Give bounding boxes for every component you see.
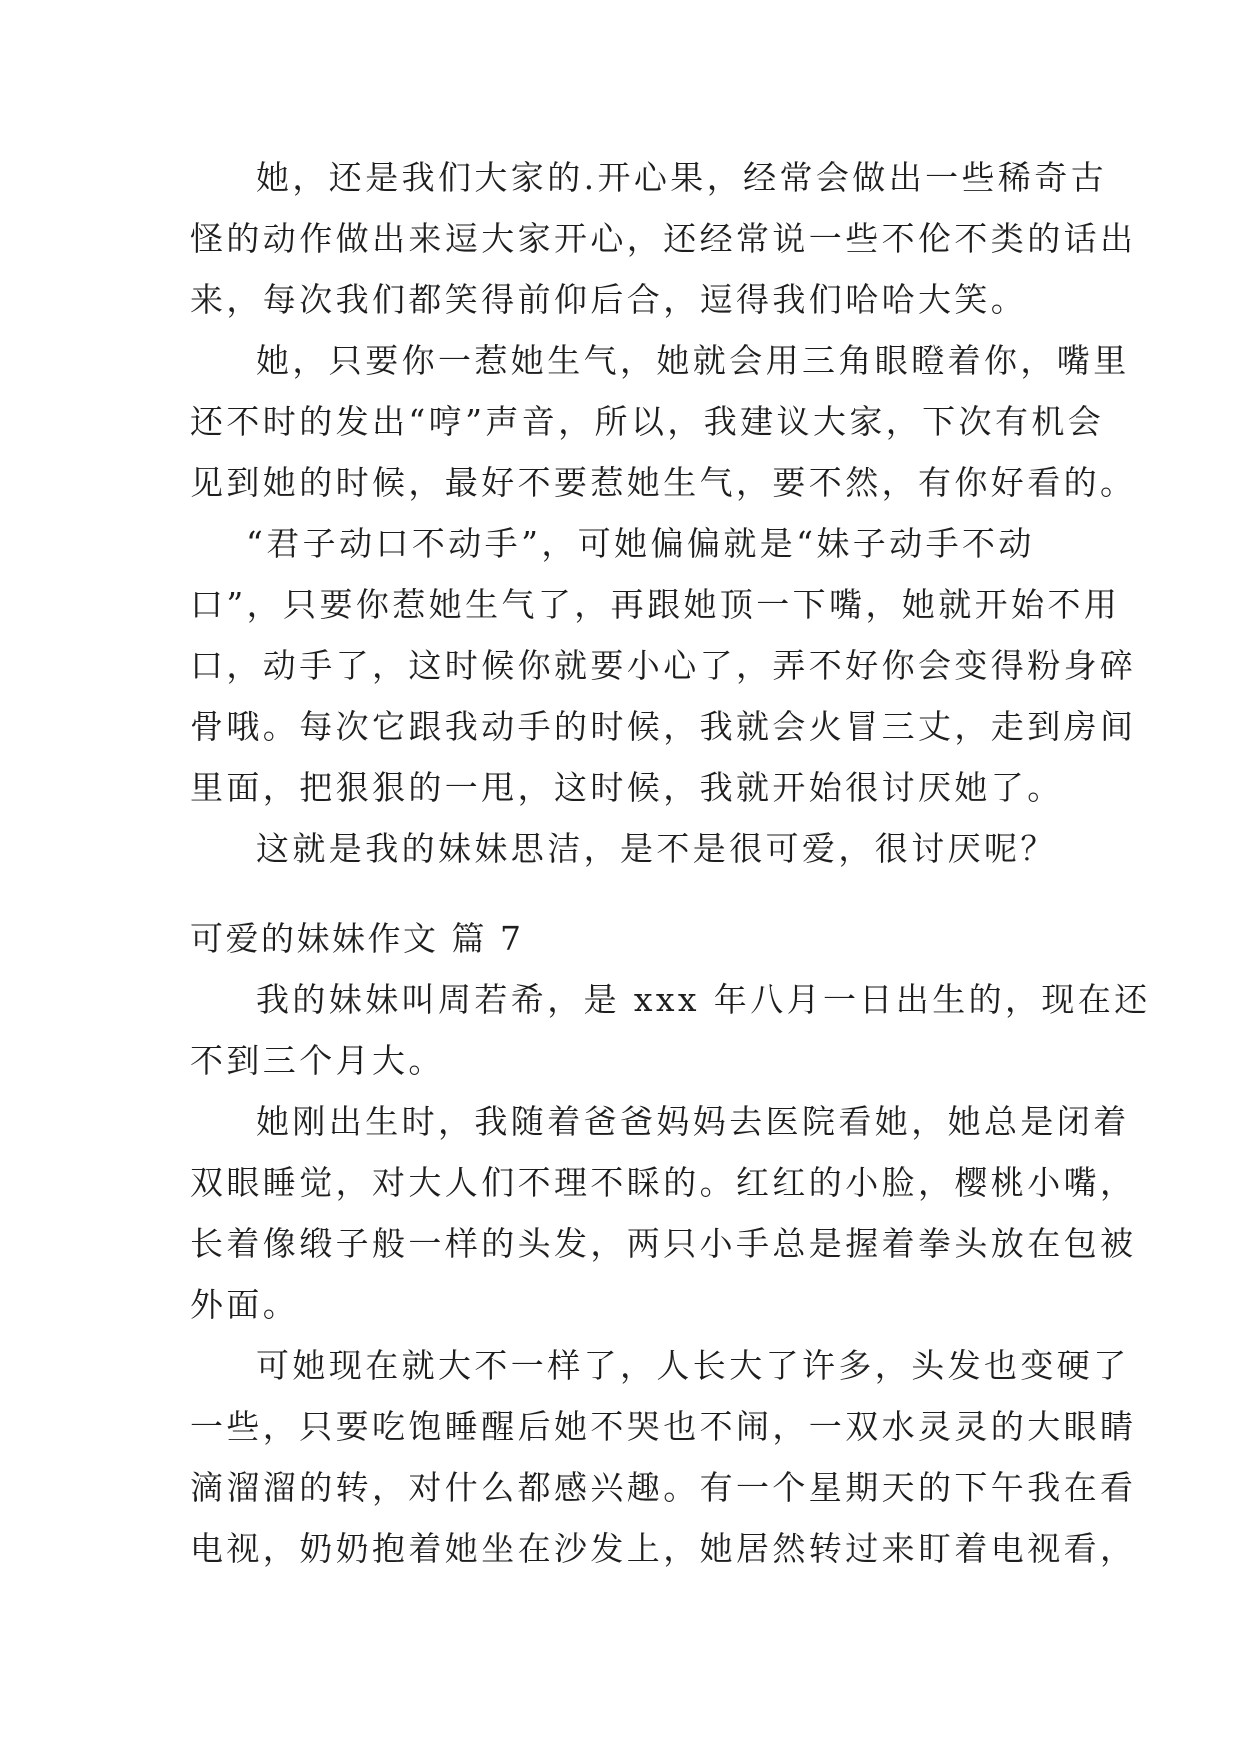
text-line: 口”，只要你惹她生气了，再跟她顶一下嘴，她就开始不用 <box>190 585 1121 624</box>
text-line: 口，动手了，这时候你就要小心了，弄不好你会变得粉身碎 <box>190 646 1137 685</box>
text-line: 怪的动作做出来逗大家开心，还经常说一些不伦不类的话出 <box>190 219 1137 258</box>
text-line: 滴溜溜的转，对什么都感兴趣。有一个星期天的下午我在看 <box>190 1468 1137 1507</box>
text-line: 这就是我的妹妹思洁，是不是很可爱，很讨厌呢？ <box>256 829 1057 868</box>
paragraph-now <box>190 1335 1137 1579</box>
text-line: 她，还是我们大家的.开心果，经常会做出一些稀奇古 <box>256 158 1108 197</box>
text-line: 里面，把狠狠的一甩，这时候，我就开始很讨厌她了。 <box>190 768 1064 807</box>
paragraph-intro <box>190 969 1151 1091</box>
text-line: 来，每次我们都笑得前仰后合，逗得我们哈哈大笑。 <box>190 280 1028 319</box>
text-line: 见到她的时候，最好不要惹她生气，要不然，有你好看的。 <box>190 463 1137 502</box>
paragraph-shengqi <box>190 330 1137 513</box>
text-line: 她，只要你一惹她生气，她就会用三角眼瞪着你，嘴里 <box>256 341 1130 380</box>
paragraph-birth <box>190 1091 1137 1335</box>
text-line: 骨哦。每次它跟我动手的时候，我就会火冒三丈，走到房间 <box>190 707 1137 746</box>
paragraph-kaixinguo <box>190 147 1137 330</box>
section-heading: 可爱的妹妹作文 篇 7 <box>190 919 524 958</box>
text-line: 还不时的发出“哼”声音，所以，我建议大家，下次有机会 <box>190 402 1105 441</box>
text-line: “君子动口不动手”，可她偏偏就是“妹子动手不动 <box>246 524 1035 563</box>
text-line: 她刚出生时，我随着爸爸妈妈去医院看她，她总是闭着 <box>256 1102 1130 1141</box>
text-line: 双眼睡觉，对大人们不理不睬的。红红的小脸，樱桃小嘴， <box>190 1163 1137 1202</box>
paragraph-junzi <box>190 513 1137 818</box>
text-line: 不到三个月大。 <box>190 1041 445 1080</box>
paragraph-conclusion <box>190 818 1057 879</box>
text-line: 可她现在就大不一样了，人长大了许多，头发也变硬了 <box>256 1346 1130 1385</box>
section-1 <box>190 147 1137 879</box>
text-line: 一些，只要吃饱睡醒后她不哭也不闹，一双水灵灵的大眼睛 <box>190 1407 1137 1446</box>
section-2 <box>190 908 1151 1579</box>
text-line: 外面。 <box>190 1285 300 1324</box>
text-line: 电视，奶奶抱着她坐在沙发上，她居然转过来盯着电视看， <box>190 1529 1137 1568</box>
text-line: 长着像缎子般一样的头发，两只小手总是握着拳头放在包被 <box>190 1224 1137 1263</box>
text-line: 我的妹妹叫周若希，是 xxx 年八月一日出生的，现在还 <box>256 980 1151 1019</box>
